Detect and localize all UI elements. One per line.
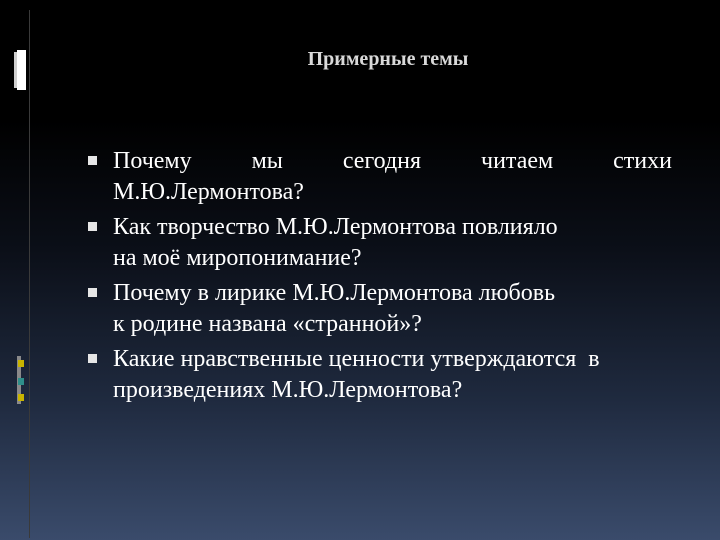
- bullet-line: на моё миропонимание?: [113, 245, 362, 271]
- bullet-list: [88, 146, 672, 410]
- bullet-line: Как творчество М.Ю.Лермонтова повлияло: [113, 214, 558, 240]
- bullet-marker-icon: [88, 222, 97, 231]
- bullet-word: читаем: [481, 148, 554, 174]
- bullet-item: [88, 344, 672, 406]
- bullet-line: произведениях М.Ю.Лермонтова?: [113, 377, 463, 403]
- deco-square-teal: [18, 378, 24, 385]
- bullet-line: к родине названа «странной»?: [113, 311, 422, 337]
- bullet-marker-icon: [88, 156, 97, 165]
- bullet-marker-icon: [88, 354, 97, 363]
- slide-frame-line: [29, 10, 30, 538]
- bullet-word: стихи: [613, 148, 672, 174]
- bullet-word: Почему: [113, 148, 192, 174]
- deco-square-yellow-2: [18, 394, 24, 401]
- bullet-line: Почему в лирике М.Ю.Лермонтова любовь: [113, 280, 556, 306]
- bullet-word: мы: [251, 148, 283, 174]
- bullet-line: М.Ю.Лермонтова?: [113, 179, 304, 205]
- bullet-word: сегодня: [342, 148, 422, 174]
- deco-square-yellow: [18, 360, 24, 367]
- bullet-marker-icon: [88, 288, 97, 297]
- bullet-line: [113, 146, 672, 177]
- bullet-item: [88, 278, 672, 340]
- bullet-line: Какие нравственные ценности утверждаются в: [113, 346, 600, 372]
- bullet-item: [88, 146, 672, 208]
- bullet-item: [88, 212, 672, 274]
- slide-title: Примерные темы: [307, 48, 469, 70]
